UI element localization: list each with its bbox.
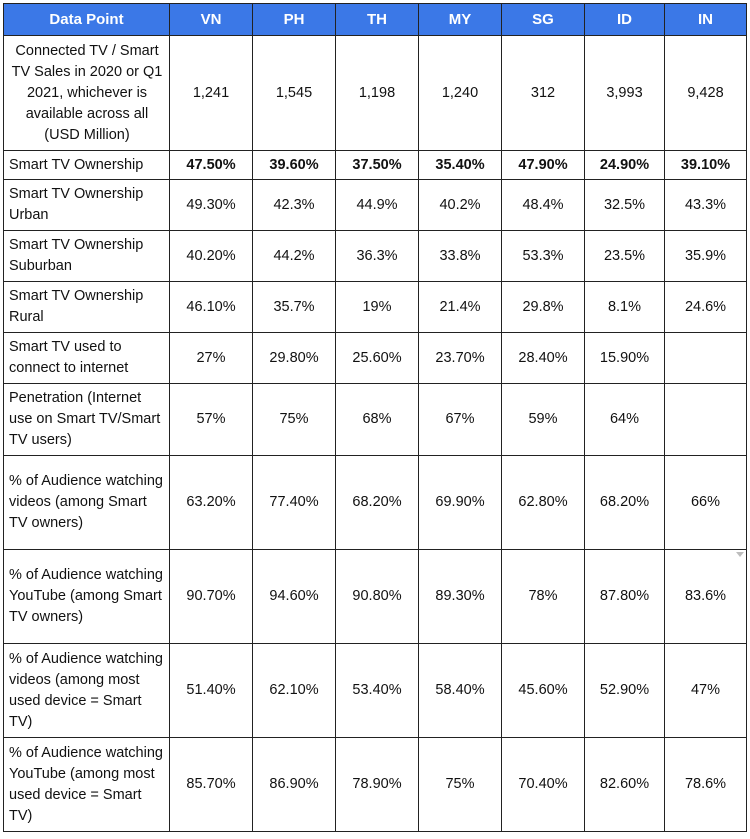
- cell-id: 68.20%: [585, 456, 665, 550]
- cell-ph: 44.2%: [253, 231, 336, 282]
- cell-id: 24.90%: [585, 151, 665, 180]
- row-label: % of Audience watching YouTube (among most used device = Smart TV): [4, 738, 170, 832]
- row-label: Smart TV Ownership Rural: [4, 282, 170, 333]
- table-row: [4, 151, 747, 180]
- cell-my: 35.40%: [419, 151, 502, 180]
- cell-id: 52.90%: [585, 644, 665, 738]
- table-row: [4, 456, 747, 550]
- cell-sg: 45.60%: [502, 644, 585, 738]
- cell-th: 19%: [336, 282, 419, 333]
- cell-th: 1,198: [336, 36, 419, 151]
- cell-th: 68.20%: [336, 456, 419, 550]
- cell-vn: 46.10%: [170, 282, 253, 333]
- cell-vn: 90.70%: [170, 550, 253, 644]
- cell-ph: 35.7%: [253, 282, 336, 333]
- cell-th: 36.3%: [336, 231, 419, 282]
- column-header-in: IN: [665, 4, 747, 36]
- cell-id: 15.90%: [585, 333, 665, 384]
- cell-my: 67%: [419, 384, 502, 456]
- cell-ph: 29.80%: [253, 333, 336, 384]
- cell-ph: 94.60%: [253, 550, 336, 644]
- cell-vn: 27%: [170, 333, 253, 384]
- cell-in-value: 83.6%: [684, 588, 727, 604]
- header-row: [4, 4, 747, 36]
- data-table: [3, 3, 747, 832]
- cell-ph: 39.60%: [253, 151, 336, 180]
- table-row: [4, 231, 747, 282]
- column-header-ph: PH: [253, 4, 336, 36]
- cell-id: 8.1%: [585, 282, 665, 333]
- cell-ph: 75%: [253, 384, 336, 456]
- table-row: [4, 180, 747, 231]
- cell-in: 66%: [665, 456, 747, 550]
- cell-th: 44.9%: [336, 180, 419, 231]
- cell-id: 23.5%: [585, 231, 665, 282]
- cell-sg: 47.90%: [502, 151, 585, 180]
- cell-id: 32.5%: [585, 180, 665, 231]
- cell-sg: 59%: [502, 384, 585, 456]
- table-row: [4, 550, 747, 644]
- row-label: Penetration (Internet use on Smart TV/Smart TV users): [4, 384, 170, 456]
- cell-th: 78.90%: [336, 738, 419, 832]
- cell-vn: 51.40%: [170, 644, 253, 738]
- cell-vn: 63.20%: [170, 456, 253, 550]
- table-row: [4, 384, 747, 456]
- dropdown-marker-icon: [736, 552, 744, 557]
- cell-id: 3,993: [585, 36, 665, 151]
- table-row: [4, 282, 747, 333]
- cell-in: 47%: [665, 644, 747, 738]
- row-label: % of Audience watching YouTube (among Smart TV owners): [4, 550, 170, 644]
- cell-sg: 48.4%: [502, 180, 585, 231]
- row-label: Smart TV Ownership Suburban: [4, 231, 170, 282]
- cell-in: 39.10%: [665, 151, 747, 180]
- column-header-sg: SG: [502, 4, 585, 36]
- row-label: Connected TV / Smart TV Sales in 2020 or Q1 2021, whichever is available across all (USD Million): [4, 36, 170, 151]
- cell-vn: 47.50%: [170, 151, 253, 180]
- cell-ph: 1,545: [253, 36, 336, 151]
- cell-th: 25.60%: [336, 333, 419, 384]
- cell-sg: 28.40%: [502, 333, 585, 384]
- table-row: [4, 36, 747, 151]
- column-header-data-point: Data Point: [4, 4, 170, 36]
- table-row: [4, 333, 747, 384]
- cell-ph: 42.3%: [253, 180, 336, 231]
- table-row: [4, 738, 747, 832]
- cell-id: 82.60%: [585, 738, 665, 832]
- cell-sg: 53.3%: [502, 231, 585, 282]
- cell-my: 58.40%: [419, 644, 502, 738]
- cell-id: 87.80%: [585, 550, 665, 644]
- cell-th: 37.50%: [336, 151, 419, 180]
- table-row: [4, 644, 747, 738]
- column-header-id: ID: [585, 4, 665, 36]
- row-label: Smart TV Ownership Urban: [4, 180, 170, 231]
- column-header-vn: VN: [170, 4, 253, 36]
- cell-th: 53.40%: [336, 644, 419, 738]
- cell-vn: 1,241: [170, 36, 253, 151]
- row-label: % of Audience watching videos (among Smart TV owners): [4, 456, 170, 550]
- cell-in: [665, 550, 747, 644]
- cell-sg: 29.8%: [502, 282, 585, 333]
- cell-vn: 49.30%: [170, 180, 253, 231]
- column-header-th: TH: [336, 4, 419, 36]
- cell-th: 90.80%: [336, 550, 419, 644]
- cell-my: 23.70%: [419, 333, 502, 384]
- cell-sg: 70.40%: [502, 738, 585, 832]
- cell-ph: 62.10%: [253, 644, 336, 738]
- cell-my: 40.2%: [419, 180, 502, 231]
- row-label: Smart TV Ownership: [4, 151, 170, 180]
- cell-in: 43.3%: [665, 180, 747, 231]
- cell-id: 64%: [585, 384, 665, 456]
- cell-in: 35.9%: [665, 231, 747, 282]
- cell-sg: 62.80%: [502, 456, 585, 550]
- cell-my: 33.8%: [419, 231, 502, 282]
- cell-sg: 78%: [502, 550, 585, 644]
- cell-ph: 77.40%: [253, 456, 336, 550]
- row-label: % of Audience watching videos (among most used device = Smart TV): [4, 644, 170, 738]
- cell-my: 21.4%: [419, 282, 502, 333]
- cell-in: [665, 333, 747, 384]
- cell-in: 24.6%: [665, 282, 747, 333]
- cell-my: 69.90%: [419, 456, 502, 550]
- cell-ph: 86.90%: [253, 738, 336, 832]
- cell-vn: 57%: [170, 384, 253, 456]
- cell-my: 75%: [419, 738, 502, 832]
- cell-vn: 40.20%: [170, 231, 253, 282]
- cell-my: 89.30%: [419, 550, 502, 644]
- cell-sg: 312: [502, 36, 585, 151]
- cell-my: 1,240: [419, 36, 502, 151]
- cell-th: 68%: [336, 384, 419, 456]
- cell-in: [665, 384, 747, 456]
- column-header-my: MY: [419, 4, 502, 36]
- row-label: Smart TV used to connect to internet: [4, 333, 170, 384]
- cell-in: 9,428: [665, 36, 747, 151]
- cell-in: 78.6%: [665, 738, 747, 832]
- cell-vn: 85.70%: [170, 738, 253, 832]
